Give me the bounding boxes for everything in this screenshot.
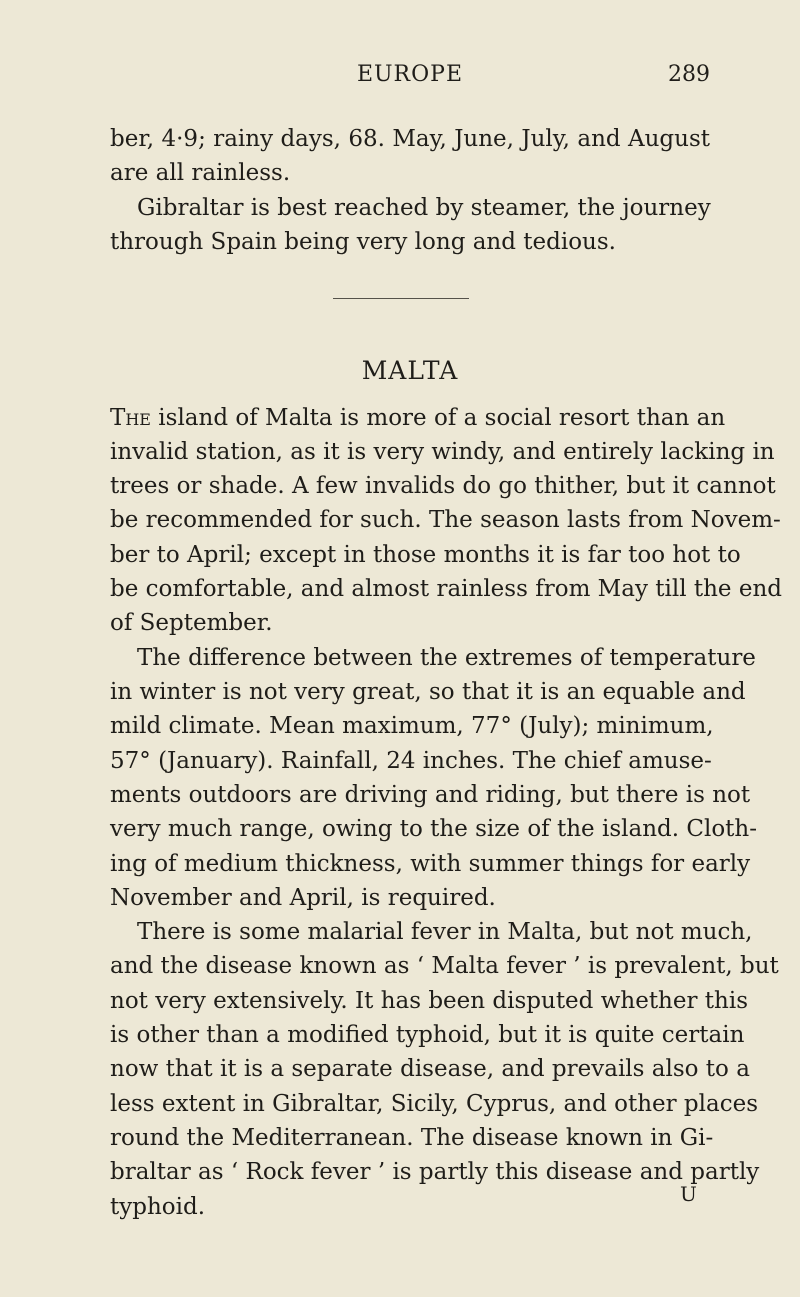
text-line: be comfortable, and almost rainless from May till the end [110, 576, 782, 602]
page-number: 289 [668, 62, 710, 87]
text-line: braltar as ‘ Rock fever ’ is partly this disease and partly [110, 1159, 760, 1185]
text-line: less extent in Gibraltar, Sicily, Cyprus, and other places [110, 1091, 759, 1117]
text-line: now that it is a separate disease, and prevails also to a [110, 1056, 750, 1082]
text-line: of September. [110, 610, 273, 636]
text-line: in winter is not very great, so that it is an equable and [110, 679, 746, 705]
running-head [110, 62, 710, 98]
text-line: ber to April; except in those months it is far too hot to [110, 542, 741, 568]
text-line: invalid station, as it is very windy, and entirely lacking in [110, 439, 775, 465]
text-line: not very extensively. It has been disputed whether this [110, 988, 749, 1014]
text-line: through Spain being very long and tedious. [110, 229, 616, 255]
text-line: is other than a modified typhoid, but it is quite certain [110, 1022, 745, 1048]
text-line: Gibraltar is best reached by steamer, the journey [137, 195, 711, 221]
text-line: November and April, is required. [110, 885, 496, 911]
text-line: ments outdoors are driving and riding, but there is not [110, 782, 751, 808]
text-line: trees or shade. A few invalids do go thither, but it cannot [110, 473, 776, 499]
text-line: The difference between the extremes of temperature [137, 645, 756, 671]
text-line: and the disease known as ‘ Malta fever ’ is prevalent, but [110, 953, 779, 979]
text-line: ing of medium thickness, with summer things for early [110, 851, 751, 877]
text-line: 57° (January). Rainfall, 24 inches. The chief amuse- [110, 748, 712, 774]
text-line: very much range, owing to the size of the island. Cloth- [110, 816, 757, 842]
text-line: are all rainless. [110, 160, 291, 186]
text-line: mild climate. Mean maximum, 77° (July); minimum, [110, 713, 714, 739]
section-title: MALTA [361, 356, 459, 385]
text-line: be recommended for such. The season lasts from Novem- [110, 507, 781, 533]
signature-mark: U [680, 1182, 697, 1206]
section-divider [333, 298, 469, 299]
text-line: typhoid. [110, 1194, 206, 1220]
text-line: There is some malarial fever in Malta, but not much, [137, 919, 753, 945]
text-line: ber, 4·9; rainy days, 68. May, June, July, and August [110, 126, 710, 152]
text-line [110, 403, 726, 433]
running-title: EUROPE [356, 62, 464, 87]
opening-word: The [110, 405, 151, 431]
text-line: round the Mediterranean. The disease known in Gi- [110, 1125, 714, 1151]
text-span: island of Malta is more of a social resort than an [150, 405, 726, 431]
